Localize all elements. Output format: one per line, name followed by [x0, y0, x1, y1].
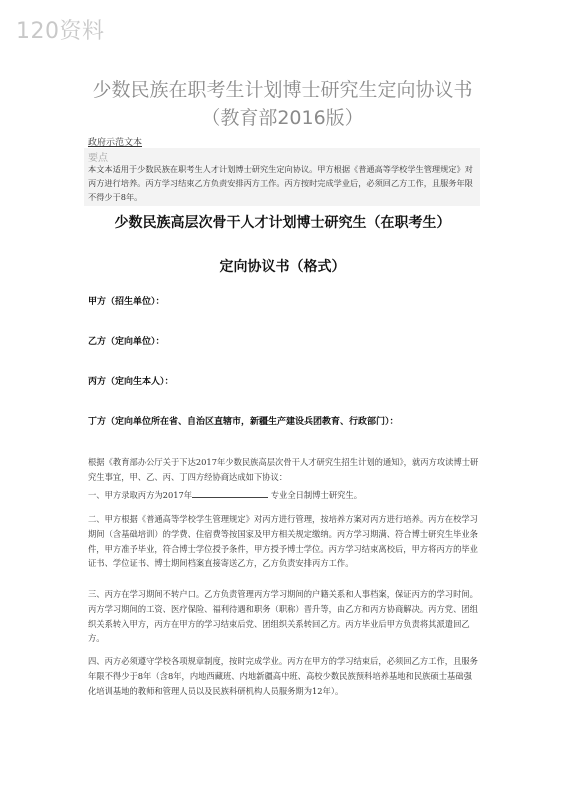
page-title: 少数民族在职考生计划博士研究生定向协议书	[92, 79, 473, 101]
summary-heading: 要点	[88, 153, 108, 164]
gov-template-link[interactable]: 政府示范文本	[88, 138, 143, 148]
clause-1-text: 一、甲方录取丙方为2017年	[88, 490, 193, 500]
summary-text: 本文本适用于少数民族在职考生人才计划博士研究生定向协议。甲方根据《普通高等学校学生管理规定》对丙方进行培养。丙方学习结束乙方负责安排丙方工作。丙方按时完成学业后，必须回乙方工作，且服务年限不得少于8年。	[88, 164, 473, 202]
clause-1	[88, 488, 480, 503]
party-d-label: 丁方（定向单位所在省、自治区直辖市，新疆生产建设兵团教育、行政部门）：	[88, 417, 399, 427]
watermark-logo: 120资料	[16, 19, 105, 44]
page-subtitle: （教育部2016版）	[201, 107, 364, 129]
intro-paragraph: 根据《教育部办公厅关于下达2017年少数民族高层次骨干人才研究生招生计划的通知》，就丙方攻读博士研究生事宜，甲、乙、丙、丁四方经协商达成如下协议：	[88, 457, 479, 482]
party-c-label: 丙方（定向生本人）：	[88, 377, 174, 387]
clause-3: 三、丙方在学习期间不转户口。乙方负责管理丙方学习期间的户籍关系和人事档案，保证丙方的学习时间。丙方学习期间的工资、医疗保险、福利待遇和职务（职称）晋升等，由乙方和丙方协商解决。丙方党、团组织关系转入甲方，丙方在甲方的学习结束后党、团组织关系转回乙方。丙方毕业后甲方负责将其派遣回乙方。	[88, 589, 478, 644]
clause-2: 二、甲方根据《普通高等学校学生管理规定》对丙方进行管理，按培养方案对丙方进行培养。丙方在校学习期间（含基础培训）的学费、住宿费等按国家及甲方相关规定缴纳。丙方学习期满、符合博士研究生毕业条件，甲方准予毕业，符合博士学位授予条件，甲方授予博士学位。丙方学习结束离校后，甲方将丙方的毕业证书、学位证书、博士期间档案直接寄送乙方，乙方负责安排丙方工作。	[88, 514, 478, 569]
party-a-label: 甲方（招生单位）：	[88, 297, 165, 307]
document-title: 少数民族高层次骨干人才计划博士研究生（在职考生）	[114, 215, 451, 231]
document-subtitle: 定向协议书（格式）	[219, 259, 346, 275]
major-blank	[192, 489, 268, 498]
party-b-label: 乙方（定向单位）：	[88, 337, 165, 347]
clause-4: 四、丙方必须遵守学校各项规章制度，按时完成学业。丙方在甲方的学习结束后，必须回乙方工作，且服务年限不得少于8年（含8年，内地西藏班、内地新疆高中班、高校少数民族预科培养基地和民族硕士基础强化培训基地的教师和管理人员以及民族科研机构人员服务期为12年）。	[88, 656, 478, 696]
clause-1-suffix: 专业全日制博士研究生。	[270, 490, 363, 500]
